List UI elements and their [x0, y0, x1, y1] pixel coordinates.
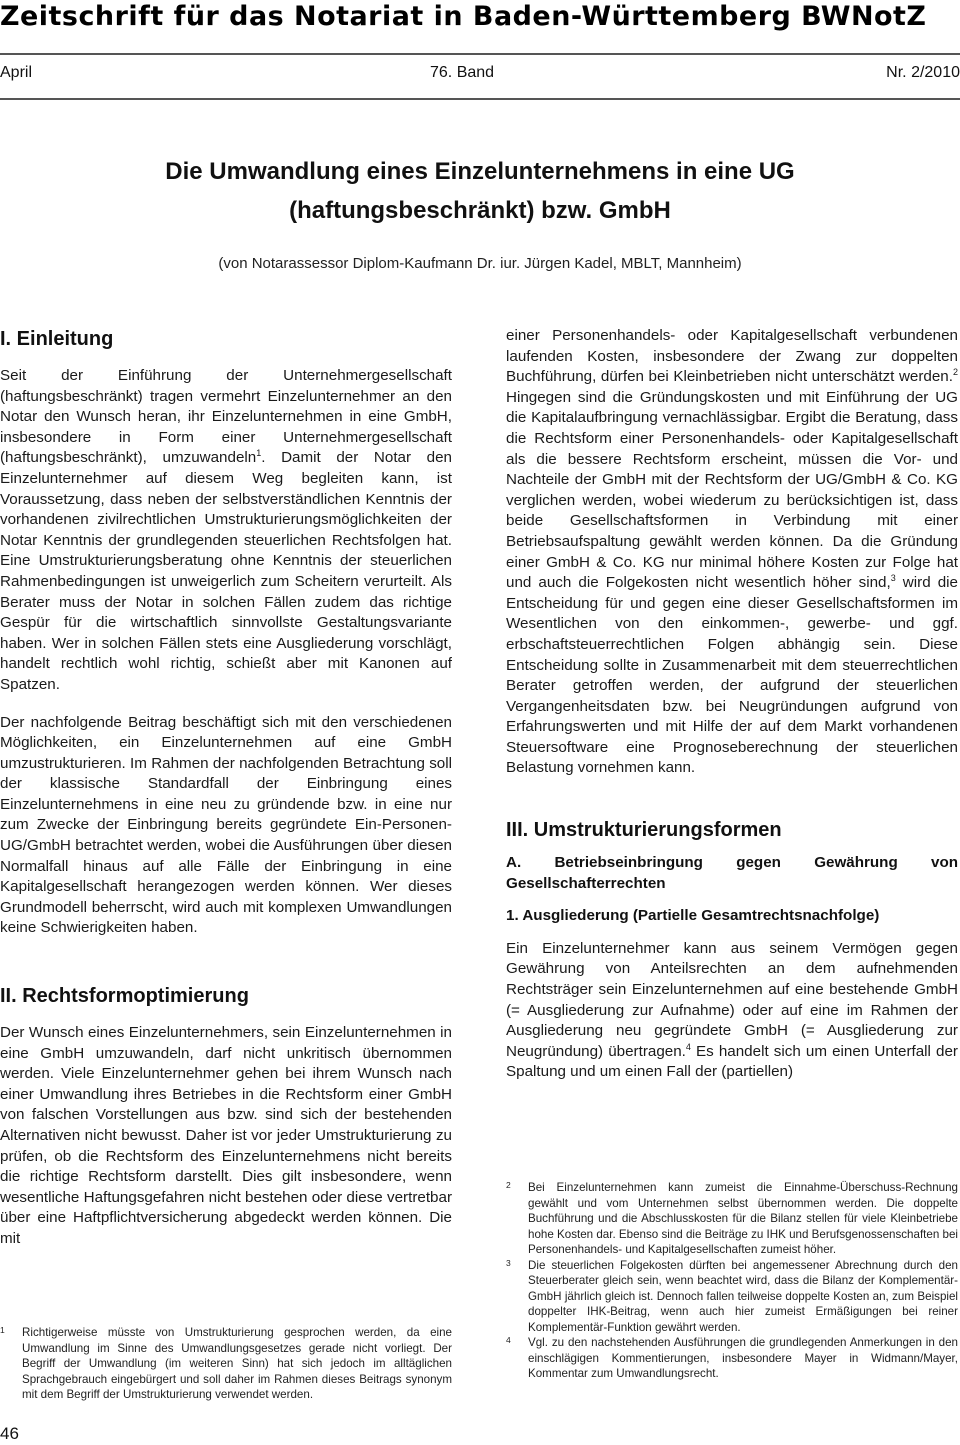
footnote-ref-1[interactable]: 1 [256, 448, 262, 459]
paragraph-text: wird die Entscheidung für und gegen eine dieser Gesellschaftsformen im Wesentlichen von den einkommen-, gewerbe- und ggf. erbschaftsteuerrechtlichen Folgen abhängig sein. Diese Entscheidung sollte in Zusammenarbeit mit dem steuerrechtlichen Berater getroffen werden, der aufgrund der steuerlichen Vergangenheitsdaten bzw. bei Neugründungen aufgrund von Erfahrungswerten und mit Hilfe der auf dem Markt vorhandenen Steuersoftware eine Prognoseberechnung der steuerlichen Belastung vornehmen kann. [506, 574, 958, 777]
paragraph-text: einer Personenhandels- oder Kapitalgesellschaft verbundenen laufenden Kosten, insbesondere der Zwang zur doppelten Buchführung, dürfen bei Kleinbetrieben nicht unterschätzt werden. [506, 327, 958, 386]
section-heading-einleitung: I. Einleitung [0, 328, 114, 350]
header-rule-bottom [0, 98, 960, 100]
footnotes-left [0, 1325, 452, 1403]
section-heading-umstrukturierungsformen: III. Umstrukturierungsformen [506, 819, 782, 842]
article-byline: (von Notarassessor Diplom-Kaufmann Dr. iur. Jürgen Kadel, MBLT, Mannheim) [218, 255, 742, 272]
header-rule-top [0, 53, 960, 55]
issue-meta-row [0, 64, 960, 86]
issue-number: Nr. 2/2010 [886, 64, 960, 81]
subsection-heading-a: A. Betriebseinbringung gegen Gewährung von Gesellschafterrechten [506, 854, 958, 892]
issue-volume: 76. Band [430, 64, 495, 81]
footnote-ref-3[interactable]: 3 [890, 573, 896, 584]
paragraph-rechtsformoptimierung: Der Wunsch eines Einzelunternehmers, sein Einzelunternehmen in eine GmbH umzuwandeln, darf nicht unkritisch übernommen werden. Viele Einzelunternehmer gehen bei ihrem Wunsch nach einer Umwandlung ihres Betriebes in die Rechtsform einer GmbH von falschen Vorstellungen aus bzw. sind sich der bestehenden Alternativen nicht bewusst. Daher ist vor jeder Umstrukturierung zu prüfen, ob die Rechtsform des Einzelunternehmens nicht bereits die richtige Rechtsform darstellt. Dies gilt insbesondere, wenn wesentliche Haftungsgefahren nicht bestehen oder diese vertretbar über eine Haftpflichtversicherung abgedeckt werden können. Die mit [0, 1024, 452, 1247]
footnote-2 [506, 1180, 958, 1258]
subsection-heading-1: 1. Ausgliederung (Partielle Gesamtrechtsnachfolge) [506, 907, 880, 925]
footnote-number: 4 [506, 1335, 511, 1345]
page-number: 46 [0, 1424, 19, 1443]
section-heading-rechtsformoptimierung: II. Rechtsformoptimierung [0, 985, 249, 1008]
footnote-text: Die steuerlichen Folgekosten dürften bei angemessener Abrechnung durch den Steuerberater gleich sein, wenn beachtet wird, dass die Bilanz der Komplementär-GmbH jährlich gleich ist. Dennoch fallen teilweise doppelte Kosten an, zum Beispiel doppelter IHK-Beitrag, wenn auch hier zumeist Ermäßigungen bei reiner Komplementär-Funktion gewährt werden. [528, 1258, 958, 1334]
footnote-1 [0, 1325, 452, 1403]
footnote-number: 1 [0, 1325, 5, 1335]
footnote-text: Vgl. zu den nachstehenden Ausführungen die grundlegenden Anmerkungen in den einschlägigen Kommentierungen, insbesondere Mayer in Widmann/Mayer, Kommentar zum Umwandlungsrecht. [528, 1336, 958, 1380]
footnote-ref-4[interactable]: 4 [685, 1041, 691, 1052]
paragraph-text: Seit der Einführung der Unternehmergesellschaft (haftungsbeschränkt) tragen vermehrt Einzelunternehmer an den Notar den Wunsch heran, ihr Einzelunternehmen in eine GmbH, insbesondere in Form einer Unternehmergesellschaft (haftungsbeschränkt), umzuwandeln [0, 367, 452, 467]
paragraph-text: Ein Einzelunternehmer kann aus seinem Vermögen gegen Gewährung von Anteilsrechten an dem aufnehmenden Rechtsträger sein Einzelunternehmen auf eine bestehende GmbH (= Ausgliederung zur Aufnahme) oder auf eine im Rahmen der Ausgliederung neu gegründete GmbH (= Ausgliederung zur Neugründung) übertragen. [506, 939, 958, 1060]
article-title-line1: Die Umwandlung eines Einzelunternehmens in eine UG [165, 158, 795, 185]
right-column [506, 326, 958, 1083]
paragraph-text: . Damit der Notar den Einzelunternehmer auf diesem Weg begleiten kann, ist Voraussetzung, dass neben der selbstverständlichen Kenntnis der vorhandenen zivilrechtlichen Umstrukturierungsmöglichkeiten der Notar Kenntnis der grundlegenden steuerlichen Rechtsfolgen hat. Eine Umstrukturierungsberatung ohne Kenntnis der steuerlichen Rahmenbedingungen ist unweigerlich zum Scheitern verurteilt. Als Berater muss der Notar in solchen Fällen zudem das richtige Gespür für die wirtschaftlich sinnvollste Gestaltungsvariante haben. Wer in solchen Fällen stets eine Ausgliederung vorschlägt, handelt rechtlich wohl richtig, schießt aber mit Kanonen auf Spatzen. [0, 449, 452, 693]
journal-masthead: Zeitschrift für das Notariat in Baden-Württemberg BWNotZ [0, 1, 927, 32]
footnotes-right [506, 1180, 958, 1382]
paragraph-text: Hingegen sind die Gründungskosten und mit Einführung der UG die Kapitalaufbringung vernachlässigbar. Ergibt die Beratung, dass die Rechtsform einer Personenhandels- oder Kapitalgesellschaft als die bessere Rechtsform erscheint, müssen die Vor- und Nachteile der GmbH mit der Rechtsform der UG/GmbH & Co. KG verglichen werden, wobei wiederum zu berücksichtigen ist, dass beide Gesellschaftsformen in Verbindung mit einer Betriebsaufspaltung gewählt werden können. Da die Gründung einer GmbH & Co. KG nur minimal höhere Kosten zur Folge hat und auch die Folgekosten nicht wesentlich höher sind, [506, 388, 958, 592]
footnote-ref-2[interactable]: 2 [952, 367, 958, 378]
footnote-text: Richtigerweise müsste von Umstrukturierung gesprochen werden, da eine Umwandlung im Sinne des Umwandlungsgesetzes gerade nicht vorliegt. Der Begriff der Umwandlung (im weiteren Sinn) hat sich jedoch im alltäglichen Sprachgebrauch eingebürgert und soll daher im Rahmen dieses Beitrags synonym mit dem Begriff der Umstrukturierung verwendet werden. [22, 1326, 452, 1401]
footnote-3 [506, 1258, 958, 1336]
article-title-line2: (haftungsbeschränkt) bzw. GmbH [289, 197, 671, 224]
footnote-4 [506, 1335, 958, 1382]
issue-month: April [0, 64, 33, 81]
paragraph-text: Es handelt sich um einen Unterfall der Spaltung und um einen Fall der (partiellen) [506, 1042, 958, 1081]
paragraph-einleitung-2: Der nachfolgende Beitrag beschäftigt sich mit den verschiedenen Möglichkeiten, ein Einzelunternehmen auf eine GmbH umzustrukturieren. Im Rahmen der nachfolgenden Betrachtung soll der klassische Standardfall der Einbringung eines Einzelunternehmens in eine neu zu gründende bzw. in eine nur zum Zwecke der Einbringung bereits gegründete Ein-Personen-UG/GmbH betrachtet werden, wobei die Ausführungen über diesen Normalfall hinaus auf alle Fälle der Einbringung in eine Kapitalgesellschaft herangezogen werden können. Wer dieses Grundmodell beherrscht, wird auch mit komplexen Umwandlungen keine Schwierigkeiten haben. [0, 713, 452, 937]
paragraph-continued [506, 326, 958, 779]
footnote-text: Bei Einzelunternehmen kann zumeist die Einnahme-Überschuss-Rechnung gewählt und vom Unternehmen selbst übernommen werden. Die doppelte Buchführung und die Abschlusskosten für die Bilanz stellen für viele Kleinbetriebe hohe Kosten dar. Ebenso sind die Beiträge zu IHK und Berufsgenossenschaften bei Personenhandels- und Kapitalgesellschaften zumeist höher. [528, 1181, 958, 1256]
paragraph-einleitung-1 [0, 366, 452, 696]
footnote-number: 3 [506, 1257, 511, 1268]
left-column [0, 326, 452, 1250]
footnote-number: 2 [506, 1180, 511, 1190]
paragraph-ausgliederung [506, 939, 958, 1083]
